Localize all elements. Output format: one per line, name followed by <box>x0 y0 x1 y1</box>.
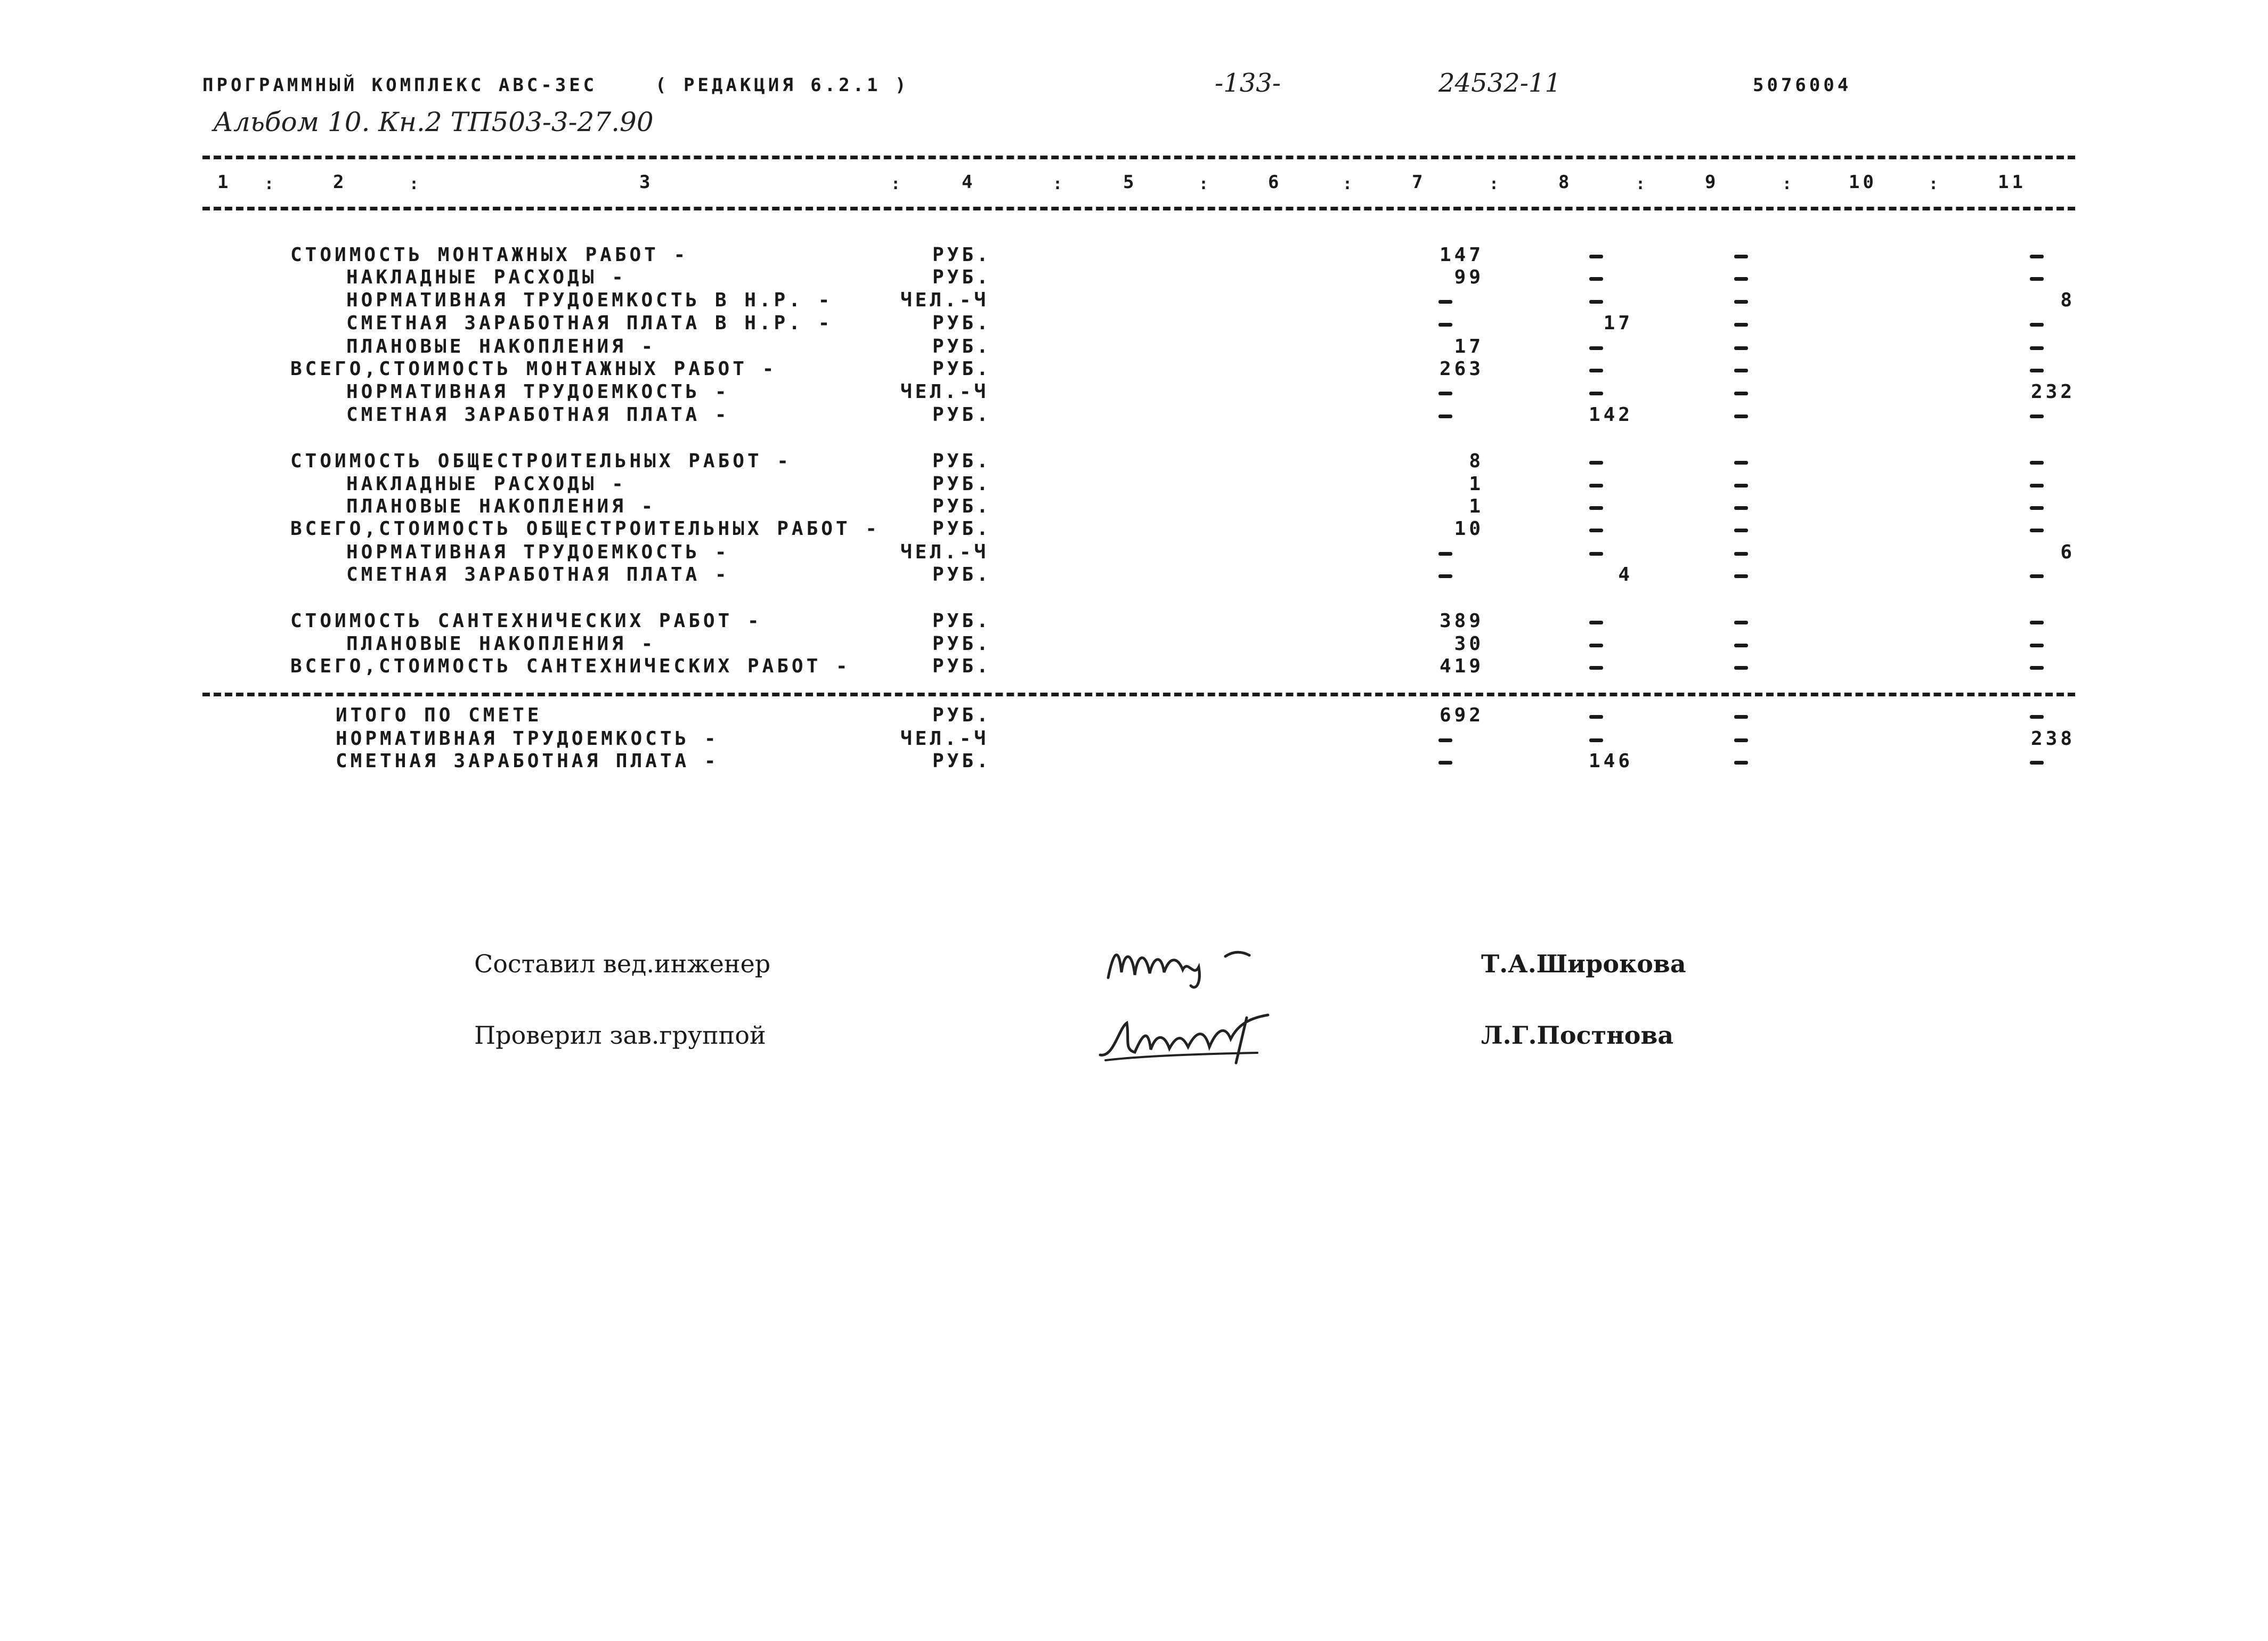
row-unit: РУБ. <box>932 633 991 655</box>
row-label: СТОИМОСТЬ ОБЩЕСТРОИТЕЛЬНЫХ РАБОТ - <box>290 450 792 472</box>
checked-name: Л.Г.Постнова <box>1481 1021 1674 1050</box>
cell-c8: 4 <box>1618 564 1633 586</box>
page-number: -133- <box>1215 68 1281 98</box>
edition-label: ( РЕДАКЦИЯ 6.2.1 ) <box>655 75 909 96</box>
cell-c11: 232 <box>2030 381 2075 403</box>
col-header-7: 7 <box>1412 172 1426 193</box>
cell-c7: 17 <box>1454 336 1484 358</box>
col-header-3: 3 <box>639 172 654 193</box>
empty-cell-dash <box>1438 300 1452 304</box>
album-reference: Альбом 10. Кн.2 ТП503-3-27.90 <box>213 107 654 137</box>
cell-c7: 692 <box>1439 704 1484 726</box>
row-unit: РУБ. <box>932 655 991 677</box>
row-label: СМЕТНАЯ ЗАРАБОТНАЯ ПЛАТА - <box>346 404 730 426</box>
row-label: СТОИМОСТЬ МОНТАЖНЫХ РАБОТ - <box>290 244 689 266</box>
empty-cell-dash <box>1589 277 1603 281</box>
empty-cell-dash <box>1734 529 1748 532</box>
cell-c7: 10 <box>1454 518 1484 540</box>
empty-cell-dash <box>2030 255 2044 258</box>
doc-number: 24532-11 <box>1438 68 1561 98</box>
empty-cell-dash <box>2030 415 2044 418</box>
empty-cell-dash <box>2030 574 2044 578</box>
compiled-role: Составил вед.инженер <box>474 949 771 978</box>
empty-cell-dash <box>2030 369 2044 372</box>
empty-cell-dash <box>1438 738 1452 742</box>
empty-cell-dash <box>1734 323 1748 327</box>
empty-cell-dash <box>1734 621 1748 624</box>
empty-cell-dash <box>1589 506 1603 510</box>
row-unit: РУБ. <box>932 564 991 586</box>
empty-cell-dash <box>1734 666 1748 670</box>
empty-cell-dash <box>1734 715 1748 719</box>
col-separator: : <box>409 175 422 193</box>
empty-cell-dash <box>2030 644 2044 647</box>
empty-cell-dash <box>1734 574 1748 578</box>
empty-cell-dash <box>1734 369 1748 372</box>
cell-c11: 6 <box>2060 541 2075 563</box>
cell-c7: 389 <box>1439 610 1484 632</box>
row-label: СМЕТНАЯ ЗАРАБОТНАЯ ПЛАТА - <box>336 750 719 772</box>
row-label: НАКЛАДНЫЕ РАСХОДЫ - <box>346 266 627 288</box>
empty-cell-dash <box>2030 761 2044 765</box>
cell-c7: 419 <box>1439 655 1484 677</box>
row-label: НАКЛАДНЫЕ РАСХОДЫ - <box>346 473 627 495</box>
col-separator: : <box>1053 175 1066 193</box>
row-label: ИТОГО ПО СМЕТЕ <box>336 704 542 726</box>
col-separator: : <box>1636 175 1649 193</box>
program-title: ПРОГРАММНЫЙ КОМПЛЕКС АВС-3ЕС <box>202 75 598 96</box>
col-header-2: 2 <box>333 172 347 193</box>
empty-cell-dash <box>1589 552 1603 556</box>
empty-cell-dash <box>1589 484 1603 488</box>
row-unit: РУБ. <box>932 404 991 426</box>
cell-c7: 263 <box>1439 358 1484 380</box>
col-separator: : <box>1343 175 1356 193</box>
empty-cell-dash <box>1438 552 1452 556</box>
cell-c7: 147 <box>1439 244 1484 266</box>
empty-cell-dash <box>1734 506 1748 510</box>
empty-cell-dash <box>1734 761 1748 765</box>
col-separator: : <box>264 175 278 193</box>
col-separator: : <box>1489 175 1502 193</box>
empty-cell-dash <box>2030 621 2044 624</box>
row-unit: РУБ. <box>932 495 991 517</box>
cell-c7: 30 <box>1454 633 1484 655</box>
empty-cell-dash <box>1589 644 1603 647</box>
cell-c8: 17 <box>1603 312 1633 334</box>
col-separator: : <box>1199 175 1212 193</box>
col-header-6: 6 <box>1268 172 1282 193</box>
empty-cell-dash <box>2030 666 2044 670</box>
empty-cell-dash <box>1589 529 1603 532</box>
empty-cell-dash <box>1589 392 1603 395</box>
empty-cell-dash <box>1734 392 1748 395</box>
empty-cell-dash <box>2030 323 2044 327</box>
col-separator: : <box>1929 175 1942 193</box>
row-unit: РУБ. <box>932 704 991 726</box>
row-unit: РУБ. <box>932 518 991 540</box>
empty-cell-dash <box>1589 255 1603 258</box>
row-unit: ЧЕЛ.-Ч <box>900 381 989 403</box>
empty-cell-dash <box>1589 621 1603 624</box>
row-unit: РУБ. <box>932 610 991 632</box>
row-unit: РУБ. <box>932 336 991 358</box>
empty-cell-dash <box>1734 277 1748 281</box>
row-label: НОРМАТИВНАЯ ТРУДОЕМКОСТЬ - <box>346 541 730 563</box>
row-unit: ЧЕЛ.-Ч <box>900 289 989 311</box>
empty-cell-dash <box>1734 552 1748 556</box>
row-unit: РУБ. <box>932 312 991 334</box>
cell-c11: 8 <box>2060 289 2075 311</box>
cell-c7: 1 <box>1469 473 1484 495</box>
empty-cell-dash <box>2030 277 2044 281</box>
col-header-4: 4 <box>962 172 976 193</box>
empty-cell-dash <box>1438 392 1452 395</box>
empty-cell-dash <box>1438 574 1452 578</box>
row-label: ПЛАНОВЫЕ НАКОПЛЕНИЯ - <box>346 495 656 517</box>
cell-c7: 1 <box>1469 495 1484 517</box>
empty-cell-dash <box>1734 484 1748 488</box>
empty-cell-dash <box>1589 738 1603 742</box>
row-label: НОРМАТИВНАЯ ТРУДОЕМКОСТЬ - <box>336 728 719 750</box>
row-unit: ЧЕЛ.-Ч <box>900 541 989 563</box>
signature-compiled-image <box>1103 935 1279 994</box>
empty-cell-dash <box>2030 506 2044 510</box>
row-label: НОРМАТИВНАЯ ТРУДОЕМКОСТЬ В Н.Р. - <box>346 289 833 311</box>
checked-role: Проверил зав.группой <box>474 1021 766 1050</box>
empty-cell-dash <box>1438 761 1452 765</box>
cell-c8: 146 <box>1588 750 1633 772</box>
top-rule <box>202 156 2075 159</box>
empty-cell-dash <box>1438 323 1452 327</box>
row-label: ВСЕГО,СТОИМОСТЬ САНТЕХНИЧЕСКИХ РАБОТ - <box>290 655 851 677</box>
row-label: ПЛАНОВЫЕ НАКОПЛЕНИЯ - <box>346 336 656 358</box>
row-unit: РУБ. <box>932 244 991 266</box>
header-bottom-rule <box>202 207 2075 210</box>
empty-cell-dash <box>1734 461 1748 465</box>
row-label: СМЕТНАЯ ЗАРАБОТНАЯ ПЛАТА - <box>346 564 730 586</box>
empty-cell-dash <box>1734 346 1748 350</box>
empty-cell-dash <box>1734 255 1748 258</box>
col-header-5: 5 <box>1123 172 1137 193</box>
cell-c7: 99 <box>1454 266 1484 288</box>
empty-cell-dash <box>1589 715 1603 719</box>
empty-cell-dash <box>1438 415 1452 418</box>
col-header-9: 9 <box>1705 172 1719 193</box>
empty-cell-dash <box>2030 461 2044 465</box>
empty-cell-dash <box>1589 666 1603 670</box>
col-separator: : <box>1782 175 1795 193</box>
col-header-8: 8 <box>1558 172 1573 193</box>
col-header-1: 1 <box>217 172 232 193</box>
col-header-11: 11 <box>1998 172 2026 193</box>
row-unit: РУБ. <box>932 473 991 495</box>
row-label: НОРМАТИВНАЯ ТРУДОЕМКОСТЬ - <box>346 381 730 403</box>
row-unit: РУБ. <box>932 750 991 772</box>
empty-cell-dash <box>2030 529 2044 532</box>
col-separator: : <box>891 175 904 193</box>
empty-cell-dash <box>1734 644 1748 647</box>
empty-cell-dash <box>1589 369 1603 372</box>
empty-cell-dash <box>2030 484 2044 488</box>
empty-cell-dash <box>1734 415 1748 418</box>
row-unit: ЧЕЛ.-Ч <box>900 728 989 750</box>
row-unit: РУБ. <box>932 358 991 380</box>
row-label: СТОИМОСТЬ САНТЕХНИЧЕСКИХ РАБОТ - <box>290 610 762 632</box>
cell-c8: 142 <box>1588 404 1633 426</box>
row-unit: РУБ. <box>932 266 991 288</box>
row-label: ПЛАНОВЫЕ НАКОПЛЕНИЯ - <box>346 633 656 655</box>
compiled-name: Т.А.Широкова <box>1481 949 1686 978</box>
totals-rule <box>202 693 2075 696</box>
row-label: ВСЕГО,СТОИМОСТЬ ОБЩЕСТРОИТЕЛЬНЫХ РАБОТ - <box>290 518 880 540</box>
empty-cell-dash <box>1589 461 1603 465</box>
doc-code: 5076004 <box>1753 75 1852 96</box>
empty-cell-dash <box>1734 300 1748 304</box>
empty-cell-dash <box>2030 715 2044 719</box>
row-label: ВСЕГО,СТОИМОСТЬ МОНТАЖНЫХ РАБОТ - <box>290 358 777 380</box>
empty-cell-dash <box>1734 738 1748 742</box>
empty-cell-dash <box>1589 300 1603 304</box>
cell-c11: 238 <box>2030 728 2075 750</box>
empty-cell-dash <box>2030 346 2044 350</box>
cell-c7: 8 <box>1469 450 1484 472</box>
row-unit: РУБ. <box>932 450 991 472</box>
signature-checked-image <box>1098 1007 1300 1071</box>
col-header-10: 10 <box>1849 172 1877 193</box>
empty-cell-dash <box>1589 346 1603 350</box>
row-label: СМЕТНАЯ ЗАРАБОТНАЯ ПЛАТА В Н.Р. - <box>346 312 833 334</box>
